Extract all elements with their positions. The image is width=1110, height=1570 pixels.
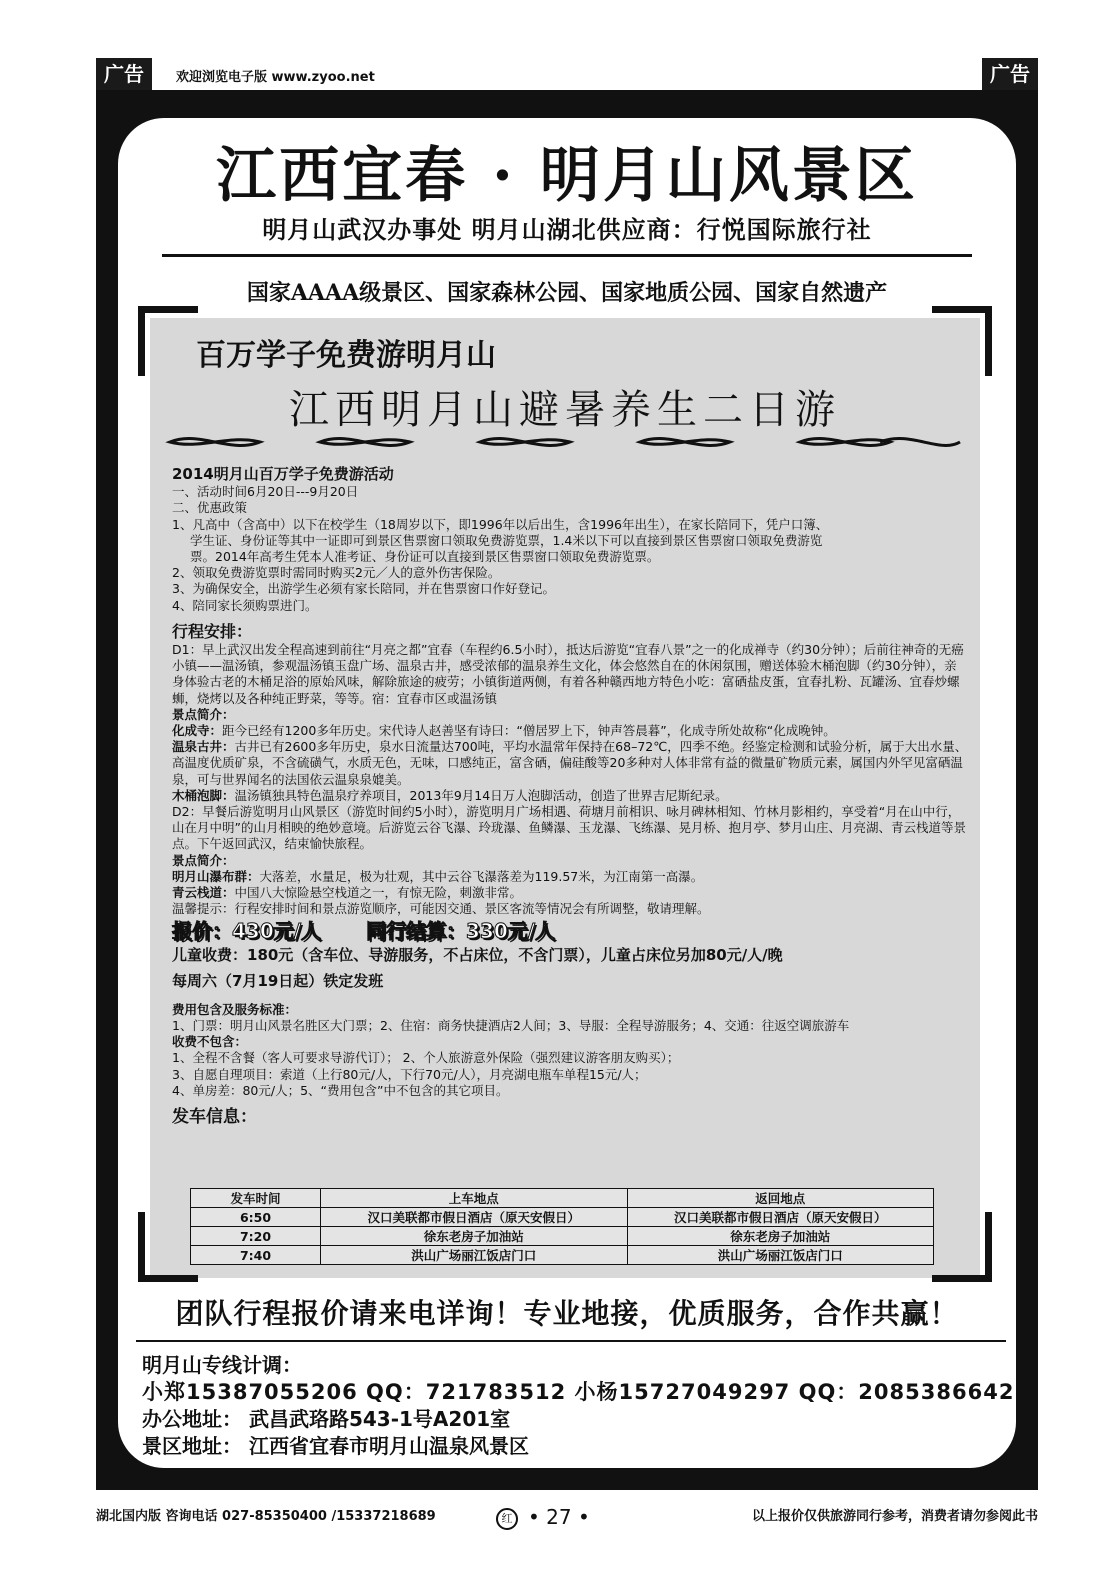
ad-label-right: 广告 [982, 58, 1038, 90]
spot-text: 中国八大惊险悬空栈道之一，有惊无险，刺激非常。 [234, 885, 523, 901]
contact-divider [136, 1340, 1006, 1342]
route-title: 江西明月山避暑养生二日游 [289, 387, 841, 433]
corner-ornament-bottom-right [932, 1212, 992, 1282]
table-cell: 洪山广场丽江饭店门口 [321, 1246, 628, 1265]
departure-table [190, 1188, 934, 1265]
spot-text: 古井已有2600多年历史，泉水日流量达700吨，平均水温常年保持在68–72℃，四季不绝。经鉴定检测和试验分析，属于大出水量、高温度优质矿泉，不含硫磺气，水质无色，无味，口感纯正，富含硒，偏硅酸等20多种对人体非常有益的微量矿物质元素，属国内外罕见富硒温泉，可与世界闻名的法国依云温泉泉媲美。 [172, 739, 968, 787]
page-number-text: • 27 • [528, 1505, 590, 1529]
ad-label-left: 广告 [96, 58, 152, 90]
ornament-divider [160, 430, 970, 454]
promo-headline: 百万学子免费游明月山 [196, 338, 496, 373]
slogan-banner: 团队行程报价请来电详询！专业地接，优质服务，合作共赢！ [175, 1297, 959, 1330]
fees-included: 1、门票：明月山风景名胜区大门票；2、住宿：商务快捷酒店2人间；3、导服：全程导游服务；4、交通：往返空调旅游车 [172, 1017, 850, 1033]
table-cell: 徐东老房子加油站 [627, 1227, 934, 1246]
activity-line: 学生证、身份证等其中一证即可到景区售票窗口领取免费游览票，1.4米以下可以直接到景区售票窗口领取免费游览 [190, 532, 823, 548]
page-subtitle: 明月山武汉办事处 明月山湖北供应商：行悦国际旅行社 [262, 216, 872, 244]
activity-line: 一、活动时间6月20日---9月20日 [172, 484, 359, 500]
activity-line: 1、凡高中（含高中）以下在校学生（18周岁以下，即1996年以后出生，含1996年出生），在家长陪同下，凭户口簿、 [172, 516, 829, 532]
corner-ornament-top-right [932, 306, 992, 376]
day1-text: D1：早上武汉出发全程高速到前往“月亮之都”宜春（车程约6.5小时），抵达后游览“宜春八景”之一的化成禅寺（约30分钟）；后前往神奇的无癌小镇——温汤镇，参观温汤镇玉盘广场、温泉古井，感受浓郁的温泉养生文化，体会悠然自在的休闲氛围，赠送体验木桶泡脚（约30分钟），亲身体验古老的木桶足浴的原始风味，解除旅途的疲劳；小镇街道两侧，有着各种赣西地方特色小吃：富硒盐皮蛋，宜春扎粉、瓦罐汤、宜春炒螺蛳，烧烤以及各种纯正野菜，等等。宿：宜春市区或温汤镇 [172, 642, 964, 706]
spot-name: 青云栈道： [172, 885, 235, 901]
table-cell: 6:50 [191, 1208, 321, 1227]
activity-line: 二、优惠政策 [172, 500, 248, 516]
table-cell: 7:40 [191, 1246, 321, 1265]
table-cell: 汉口美联都市假日酒店（原天安假日） [627, 1208, 934, 1227]
red-stamp-icon: 红 [496, 1508, 518, 1530]
activity-heading: 2014明月山百万学子免费游活动 [172, 465, 394, 483]
child-price: 儿童收费：180元（含车位、导游服务，不占床位，不含门票），儿童占床位另加80元/人/晚 [172, 945, 783, 964]
table-cell: 徐东老房子加油站 [321, 1227, 628, 1246]
page-title: 江西宜春 · 明月山风景区 [216, 141, 918, 211]
spot-text: 温汤镇独具特色温泉疗养项目，2013年9月14日万人泡脚活动，创造了世界吉尼斯纪录。 [234, 787, 728, 803]
column-header: 返回地点 [627, 1189, 934, 1208]
table-row [191, 1246, 934, 1265]
contact-phones: 小郑15387055206 QQ：721783512 小杨15727049297 QQ：2085386642 [142, 1380, 1015, 1404]
contact-label: 明月山专线计调： [142, 1353, 302, 1377]
footer-edition: 湖北国内版 咨询电话 027-85350400 /15337218689 [96, 1509, 436, 1524]
table-row [191, 1227, 934, 1246]
site-url-text[interactable]: 欢迎浏览电子版 www.zyoo.net [176, 70, 375, 85]
spot-text: 大落差，水量足，极为壮观，其中云谷飞瀑落差为119.57米，为江南第一高瀑。 [259, 868, 704, 884]
departure-schedule: 每周六（7月19日起）铁定发班 [172, 971, 384, 990]
spot-name: 化成寺： [172, 723, 223, 739]
spot-name: 温泉古井： [172, 739, 235, 755]
title-divider [162, 254, 972, 257]
spot-text: 距今已经有1200多年历史。宋代诗人赵善坚有诗曰：“僧居罗上下，钟声答晨暮”，化成寺所处故称“化成晚钟。 [222, 723, 836, 739]
activity-line: 4、陪同家长须购票进门。 [172, 597, 318, 613]
table-header-row [191, 1189, 934, 1208]
column-header: 发车时间 [191, 1189, 321, 1208]
travel-tip: 温馨提示：行程安排时间和景点游览顺序，可能因交通、景区客流等情况会有所调整，敬请理解。 [172, 901, 710, 917]
day2-text: D2：早餐后游览明月山风景区（游览时间约5小时），游览明月广场相遇、荷塘月前相识、咏月碑林相知、竹林月影相约，享受着“月在山中行，山在月中明”的山月相映的绝妙意境。后游览云谷飞瀑、玲珑瀑、鱼鳞瀑、玉龙瀑、飞练瀑、晃月桥、抱月亭、梦月山庄、月亮湖、青云栈道等景点。下午返回武汉，结束愉快旅程。 [172, 804, 966, 852]
table-cell: 洪山广场丽江饭店门口 [627, 1246, 934, 1265]
intro-label: 景点简介： [172, 852, 235, 868]
activity-line: 票。2014年高考生凭本人准考证、身份证可以直接到景区售票窗口领取免费游览票。 [190, 549, 660, 565]
fees-excluded-line: 3、自愿自理项目：索道（上行80元/人，下行70元/人），月亮湖电瓶车单程15元/人； [172, 1066, 647, 1082]
price-row [172, 919, 968, 944]
itinerary-heading: 行程安排： [172, 621, 253, 641]
contact-block [142, 1352, 1014, 1460]
office-address: 办公地址： 武昌武珞路543-1号A201室 [142, 1407, 511, 1431]
fees-excluded-heading: 收费不包含： [172, 1034, 248, 1050]
activity-line: 2、领取免费游览票时需同时购买2元／人的意外伤害保险。 [172, 565, 501, 581]
departure-heading: 发车信息： [172, 1106, 257, 1127]
table-cell: 7:20 [191, 1227, 321, 1246]
table-row [191, 1208, 934, 1227]
fees-excluded-line: 1、全程不含餐（客人可要求导游代订）； 2、个人旅游意外保险（强烈建议游客朋友购买）； [172, 1050, 680, 1066]
corner-ornament-bottom-left [138, 1212, 198, 1282]
scenic-address: 景区地址： 江西省宜春市明月山温泉风景区 [142, 1434, 529, 1458]
spot-name: 明月山瀑布群： [172, 868, 260, 884]
table-cell: 汉口美联都市假日酒店（原天安假日） [321, 1208, 628, 1227]
price-peer: 同行结算：330元/人 [366, 919, 556, 944]
corner-ornament-top-left [138, 306, 198, 376]
honor-tags: 国家AAAA级景区、国家森林公园、国家地质公园、国家自然遗产 [246, 280, 888, 306]
spot-name: 木桶泡脚： [172, 787, 235, 803]
column-header: 上车地点 [321, 1189, 628, 1208]
page-number [496, 1505, 590, 1530]
activity-line: 3、为确保安全，出游学生必须有家长陪同，并在售票窗口作好登记。 [172, 581, 555, 597]
fees-excluded-line: 4、单房差：80元/人；5、“费用包含”中不包含的其它项目。 [172, 1082, 509, 1098]
price-adult: 报价：430元/人 [172, 919, 322, 944]
footer-disclaimer: 以上报价仅供旅游同行参考，消费者请勿参阅此书 [751, 1509, 1038, 1524]
intro-label: 景点简介： [172, 706, 235, 722]
itinerary-content [172, 466, 968, 1125]
fees-included-heading: 费用包含及服务标准： [172, 1001, 298, 1017]
